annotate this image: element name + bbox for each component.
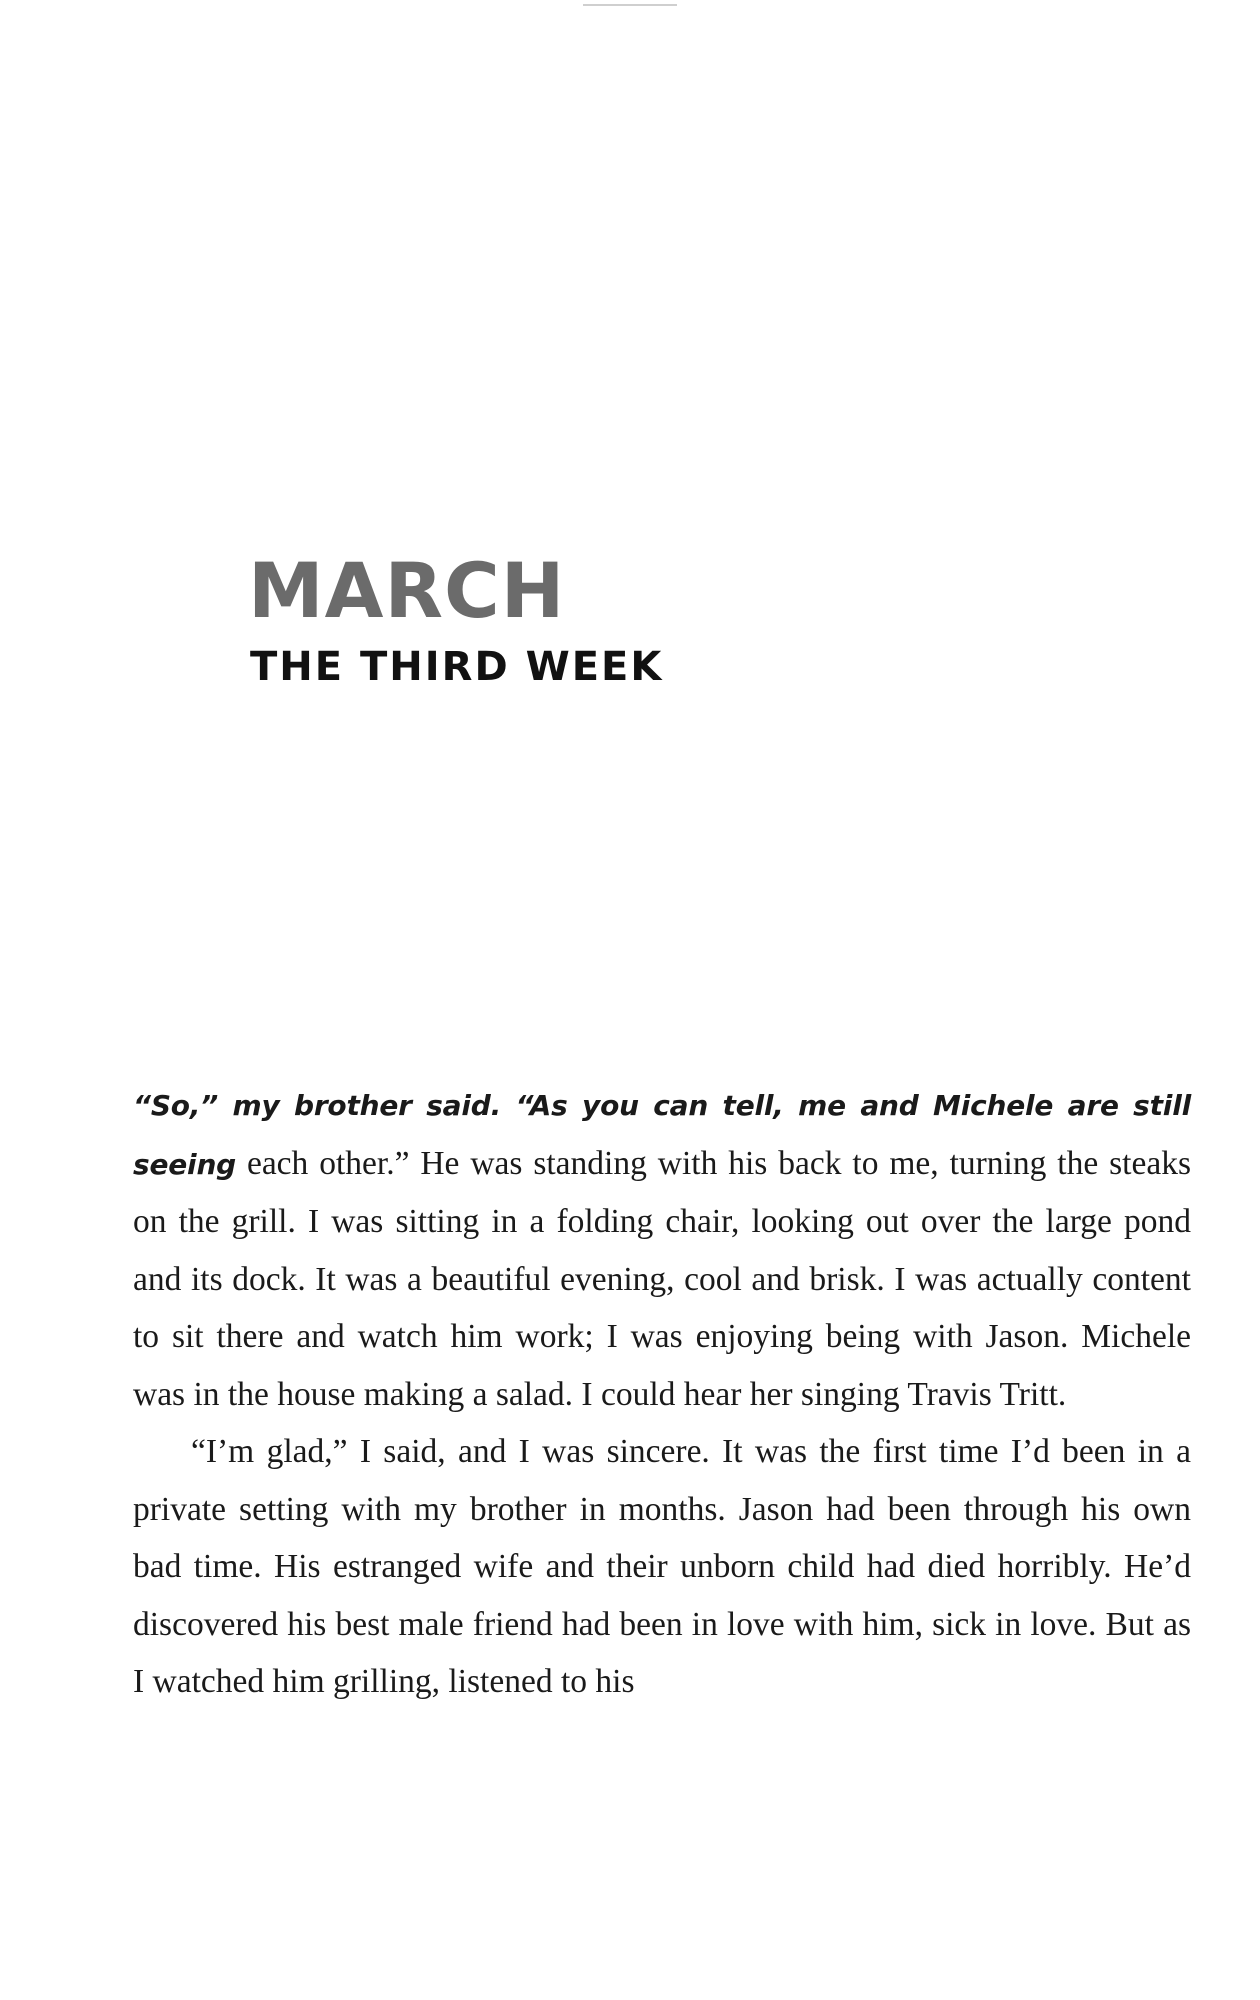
paragraph-1-text: each other.” He was standing with his back to me, turning the steaks on the grill. I was sitting in a folding chair, looking out over the large pond and its dock. It was a beautiful evening, cool and brisk. I was actually content to sit there and watch him work; I was enjoying being with Jason. Michele was in the house making a salad. I could hear her singing Travis Tritt. — [133, 1144, 1191, 1413]
paragraph-lead-in: “So,” my brother said. “As you can tell, me and Michele are still seeing — [133, 1089, 1191, 1181]
chapter-title: MARCH — [248, 546, 566, 635]
top-rule — [583, 4, 677, 6]
paragraph-2: “I’m glad,” I said, and I was sincere. It was the first time I’d been in a private setting with my brother in months. Jason had been through his own bad time. His estranged wife and their unborn child had died horribly. He’d discovered his best male friend had been in love with him, sick in love. But as I watched him grilling, listened to his — [133, 1433, 1191, 1700]
body-text — [133, 1076, 1191, 1711]
chapter-heading — [248, 548, 663, 692]
paragraph-1 — [133, 1076, 1191, 1423]
chapter-subtitle: THE THIRD WEEK — [250, 644, 664, 690]
